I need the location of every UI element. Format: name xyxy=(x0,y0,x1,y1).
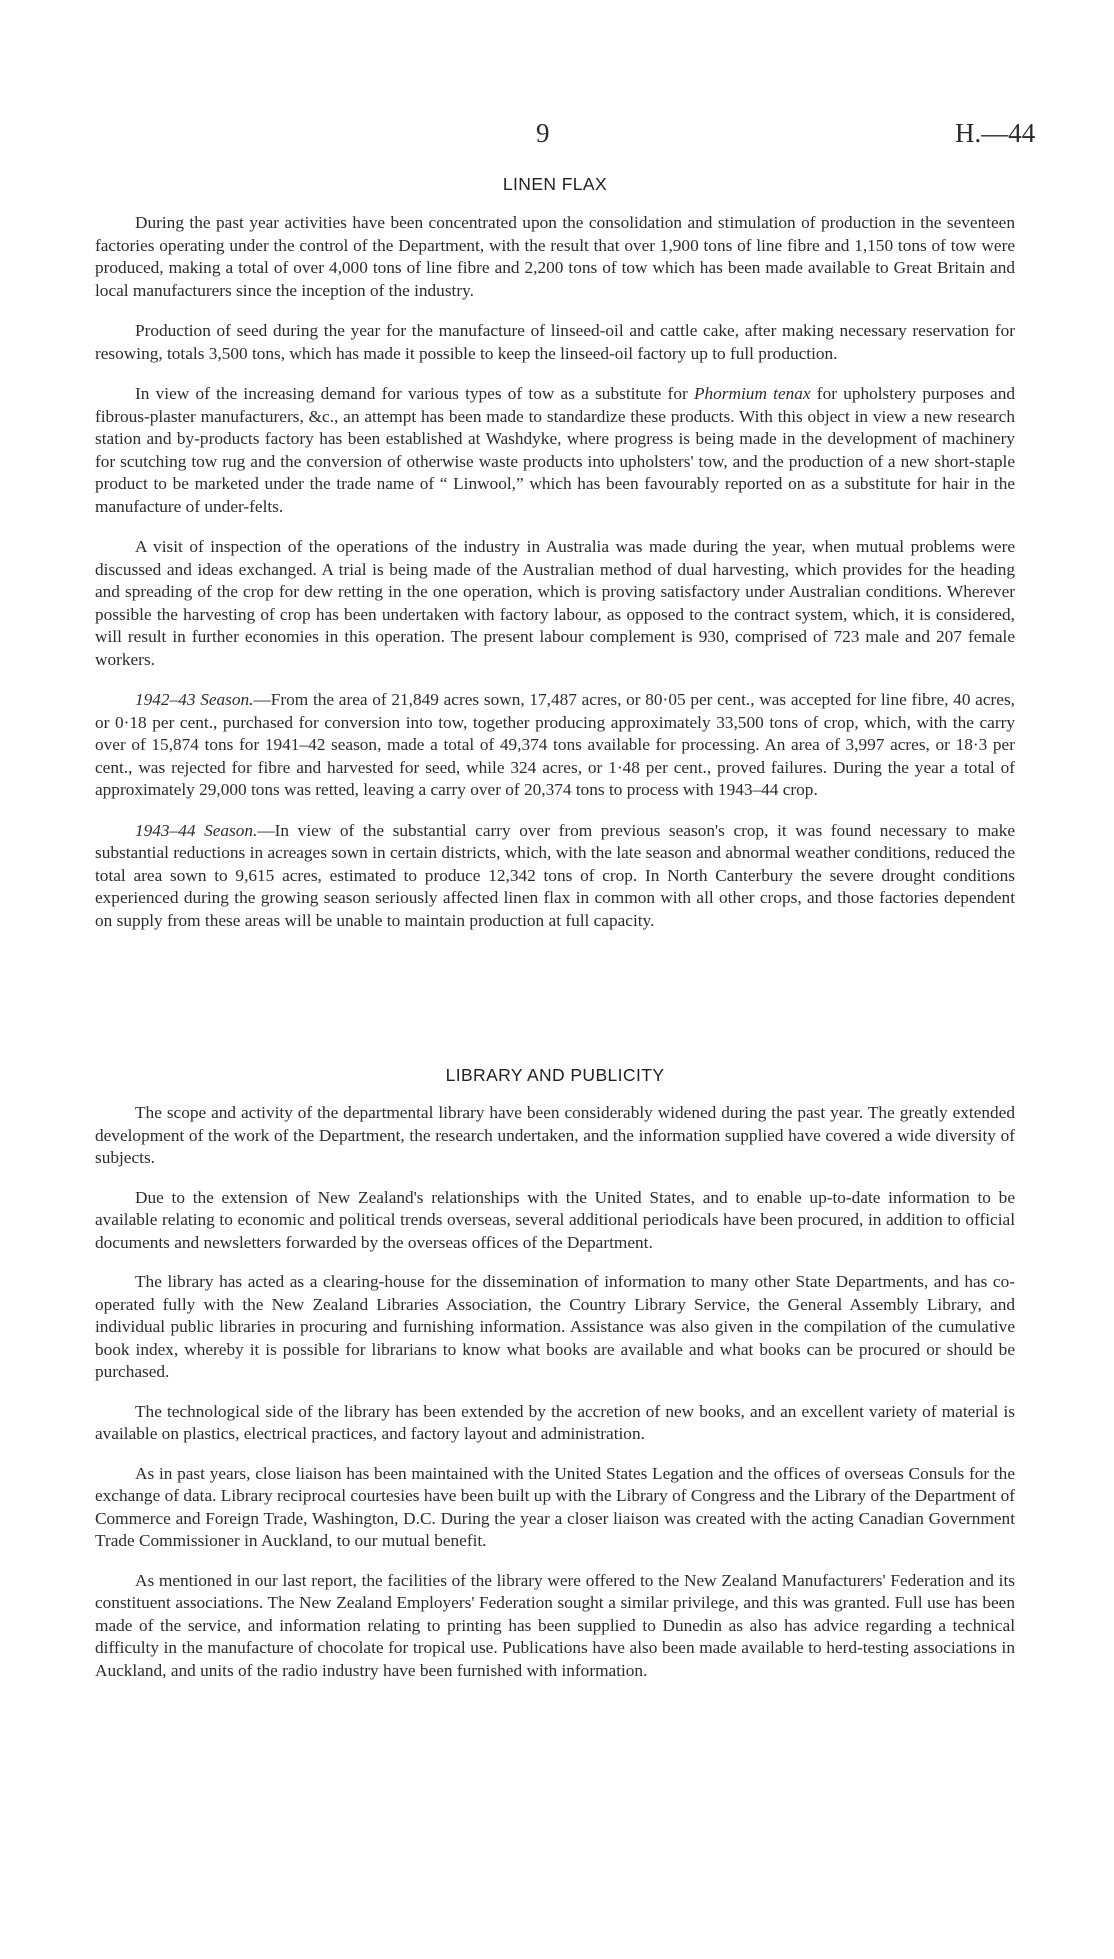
paragraph xyxy=(95,689,1015,802)
season-label: 1943–44 Season. xyxy=(135,820,258,840)
section-library-publicity xyxy=(95,1065,1015,1699)
paragraph: Due to the extension of New Zealand's relationships with the United States, and to enable up-to-date information to be available relating to economic and political trends overseas, several additional periodicals have been procured, in addition to official documents and newsletters forwarded by the overseas offices of the Department. xyxy=(95,1187,1015,1252)
paragraph: During the past year activities have been concentrated upon the consolidation and stimulation of production in the seventeen factories operating under the control of the Department, with the result that over 1,900 tons of line fibre and 1,150 tons of tow were produced, making a total of over 4,000 tons of line fibre and 2,200 tons of tow which has been made available to Great Britain and local manufacturers since the inception of the industry. xyxy=(95,213,1015,300)
paragraph: As mentioned in our last report, the facilities of the library were offered to the New Zealand Manufacturers' Federation and its constituent associations. The New Zealand Employers' Federation sought a similar privilege, and this was granted. Full use has been made of the service, and information relating to printing has been supplied to Dunedin as also has advice regarding a technical difficulty in the manufacture of chocolate for tropical use. Publications have also been made available to herd-testing associations in Auckland, and units of the radio industry have been furnished with information. xyxy=(95,1570,1015,1680)
paragraph xyxy=(95,820,1015,933)
section-linen-flax xyxy=(95,174,1015,950)
paragraph: The technological side of the library has been extended by the accretion of new books, and an excellent variety of material is available on plastics, electrical practices, and factory layout and administration. xyxy=(95,1401,1015,1443)
italic-term: Phormium tenax xyxy=(693,384,811,403)
page-number: 9 xyxy=(536,118,550,148)
paragraph: A visit of inspection of the operations of the industry in Australia was made during the year, when mutual problems were discussed and ideas exchanged. A trial is being made of the Australian method of dual harvesting, which provides for the heading and spreading of the crop for dew retting in the one operation, which is proving satisfactory under Australian conditions. Wherever possible the harvesting of crop has been undertaken with factory labour, as opposed to the contract system, which, it is considered, will result in further economies in this operation. The present labour complement is 930, comprised of 723 male and 207 female workers. xyxy=(95,537,1015,669)
paragraph: Production of seed during the year for the manufacture of linseed-oil and cattle cake, after making necessary reservation for resowing, totals 3,500 tons, which has made it possible to keep the linseed-oil factory up to full production. xyxy=(95,321,1015,363)
paragraph: The scope and activity of the departmental library have been considerably widened during the past year. The greatly extended development of the work of the Department, the research undertaken, and the information supplied have covered a wide diversity of subjects. xyxy=(95,1103,1015,1167)
section-heading: LIBRARY AND PUBLICITY xyxy=(445,1065,665,1085)
paragraph: The library has acted as a clearing-house for the dissemination of information to many other State Departments, and has co-operated fully with the New Zealand Libraries Association, the Country Library Service, the General Assembly Library, and individual public libraries in procuring and furnishing information. Assistance was also given in the compilation of the cumulative book index, whereby it is possible for librarians to know what books are available and what books can be procured or should be purchased. xyxy=(95,1272,1015,1381)
paragraph-text: In view of the increasing demand for various types of tow as a substitute for xyxy=(135,384,694,403)
document-code: H.—44 xyxy=(955,118,1036,148)
page-header xyxy=(0,118,1114,148)
paragraph-text: for upholstery purposes and fibrous-plaster manufacturers, &c., an attempt has been made to standardize these products. With this object in view a new research station and by-products factory has been established at Washdyke, where progress is being made in the development of machinery for scutching tow rug and the conversion of otherwise waste products into upholsters' tow, and the production of a new short-staple product to be marketed under the trade name of “ Linwool,” which has been favourably reported on as a substitute for hair in the manufacture of under-felts. xyxy=(95,384,1015,516)
paragraph: As in past years, close liaison has been maintained with the United States Legation and the offices of overseas Consuls for the exchange of data. Library reciprocal courtesies have been built up with the Library of Congress and the Library of the Department of Commerce and Foreign Trade, Washington, D.C. During the year a closer liaison was created with the acting Canadian Government Trade Commissioner in Auckland, to our mutual benefit. xyxy=(95,1463,1015,1550)
paragraph-text: —In view of the substantial carry over from previous season's crop, it was found necessary to make substantial reductions in acreages sown in certain districts, which, with the late season and abnormal weather conditions, reduced the total area sown to 9,615 acres, estimated to produce 12,342 tons of crop. In North Canterbury the severe drought conditions experienced during the growing season seriously affected linen flax in common with all other crops, and those factories dependent on supply from these areas will be unable to maintain production at full capacity. xyxy=(95,820,1015,930)
section-heading: LINEN FLAX xyxy=(502,174,608,194)
paragraph-text: —From the area of 21,849 acres sown, 17,487 acres, or 80·05 per cent., was accepted for line fibre, 40 acres, or 0·18 per cent., purchased for conversion into tow, together producing approximately 33,500 tons of crop, which, with the carry over of 15,874 tons for 1941–42 season, made a total of 49,374 tons available for processing. An area of 3,997 acres, or 18·3 per cent., was rejected for fibre and harvested for seed, while 324 acres, or 1·48 per cent., proved failures. During the year a total of approximately 29,000 tons was retted, leaving a carry over of 20,374 tons to process with 1943–44 crop. xyxy=(95,690,1015,799)
paragraph xyxy=(95,383,1015,518)
season-label: 1942–43 Season. xyxy=(135,690,254,709)
